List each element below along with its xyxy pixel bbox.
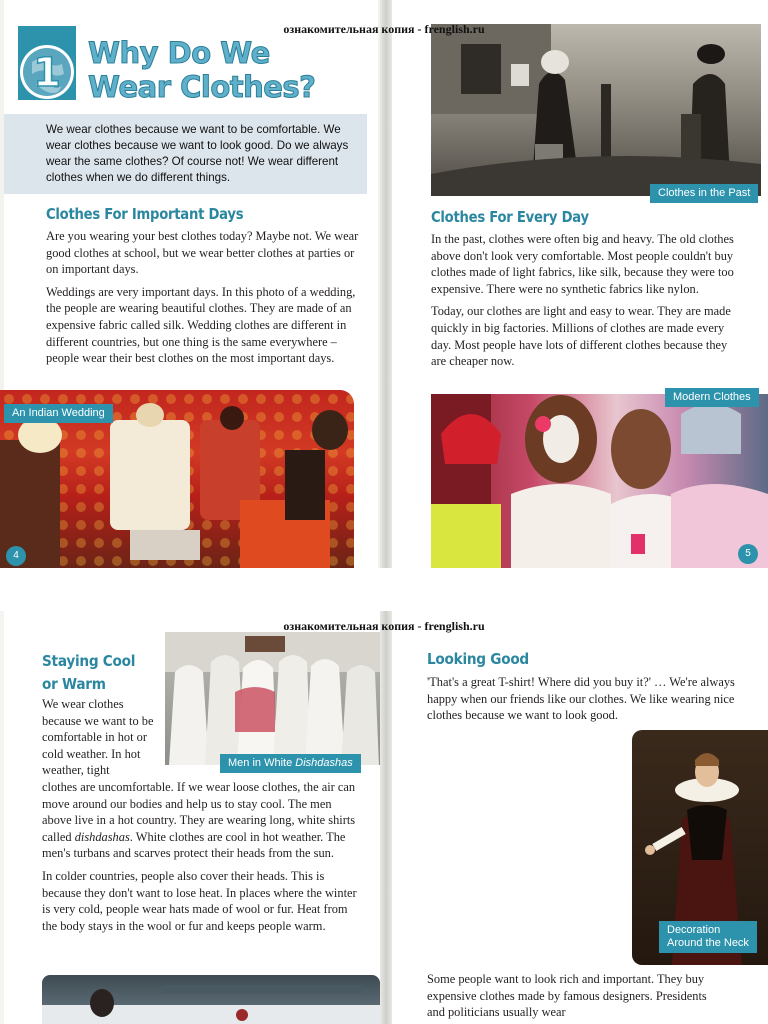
- spread-gap: [0, 568, 768, 611]
- every-day-p1: In the past, clothes were often big and heavy. The old clothes above don't look very comfortable. Most people couldn't buy clothes made of light fabrics, like silk, because they were too expensive. There were no synthetic fabrics like nylon.: [431, 232, 734, 296]
- heading-staying-cool: [42, 650, 135, 696]
- modern-clothes-photo: [431, 394, 768, 568]
- important-days-text: [46, 228, 364, 373]
- page-6: [4, 611, 380, 1024]
- page-7: [392, 611, 768, 1024]
- dishdasha-caption-prefix: Men in White: [228, 757, 296, 769]
- heading-staying-cool-line2: or Warm: [42, 675, 106, 693]
- looking-good-p2: Some people want to look rich and important. They buy expensive clothes made by famous designers. Presidents and politicians usually wear: [427, 972, 707, 1020]
- page-number-5: 5: [738, 544, 758, 564]
- heading-clothes-every-day: Clothes For Every Day: [431, 208, 589, 226]
- page-fold-2: [380, 611, 392, 1024]
- important-days-p2: Weddings are very important days. In this photo of a wedding, the people are wearing beautiful clothes. They are made of an expensive fabric called silk. Wedding clothes are different in different countries, but one thing is the same everywhere – people wear their best clothes on the most important days.: [46, 284, 356, 366]
- staying-cool-narrow-text: We wear clothes because we want to be comfortable in hot or cold weather. In hot weather, tight: [42, 697, 154, 778]
- page-fold: [380, 0, 392, 568]
- portrait-caption-line1: Decoration: [667, 924, 721, 936]
- winter-photo: [42, 975, 380, 1024]
- every-day-text: [431, 231, 741, 376]
- watermark-2: ознакомительная копия - frenglish.ru: [283, 619, 485, 633]
- portrait-caption-line2: Around the Neck: [667, 937, 749, 949]
- heading-staying-cool-line1: Staying Cool: [42, 652, 136, 670]
- portrait-caption: [659, 921, 757, 953]
- chapter-title-line2: Wear Clothes?: [88, 70, 316, 104]
- wedding-caption: An Indian Wedding: [4, 404, 113, 423]
- watermark: ознакомительная копия - frenglish.ru: [283, 22, 485, 36]
- spread-pages-6-7: [0, 611, 768, 1024]
- every-day-p2: Today, our clothes are light and easy to wear. They are made quickly in big factories. Millions of clothes are made every day. Most people have lots of different clothes because they are cheaper now.: [431, 304, 731, 369]
- chapter-title: [88, 36, 316, 104]
- dishdasha-caption: [220, 754, 361, 773]
- heading-clothes-important-days: Clothes For Important Days: [46, 205, 244, 223]
- page-4: [4, 0, 378, 568]
- chapter-title-line1: Why Do We: [88, 36, 270, 70]
- staying-cool-p2: In colder countries, people also cover their heads. This is because they don't want to lose heat. In places where the winter is very cold, people wear hats made of wool or fur. Heat from the body stays in the wool or fur and keeps people warm.: [42, 868, 357, 933]
- dishdasha-caption-italic: Dishdashas: [295, 757, 353, 769]
- intro-text: We wear clothes because we want to be comfortable. We wear clothes because we want to look good. Do we always wear the same clothes? Of course not! We wear different clothes when we do different things.: [46, 123, 349, 184]
- important-days-p1: Are you wearing your best clothes today? Maybe not. We wear good clothes at school, but we wear better clothes at parties or on important days.: [46, 229, 359, 277]
- chapter-number: 1: [33, 50, 61, 96]
- page-number-4: 4: [6, 546, 26, 566]
- dishdasha-photo: [165, 632, 380, 765]
- looking-good-p1: 'That's a great T-shirt! Where did you buy it?' … We're always happy when our friends like our clothes. We like wearing nice clothes because we want to look good.: [427, 675, 735, 723]
- heading-looking-good: Looking Good: [427, 650, 529, 668]
- page-5: [392, 0, 768, 568]
- staying-cool-p1-wide: clothes are uncomfortable. If we wear loose clothes, the air can move around our bodies and help us to stay cool. The men above live in a hot country. They are wearing long, white shirts called dishdashas. White clothes are cool in hot weather. The men's turbans and scarves protect their heads from the sun.: [42, 780, 356, 861]
- intro-box: [4, 114, 367, 194]
- modern-caption: Modern Clothes: [665, 388, 759, 407]
- staying-cool-text: [42, 779, 360, 940]
- chapter-badge: [18, 26, 76, 100]
- past-caption: Clothes in the Past: [650, 184, 758, 203]
- clothes-past-photo: [431, 24, 761, 196]
